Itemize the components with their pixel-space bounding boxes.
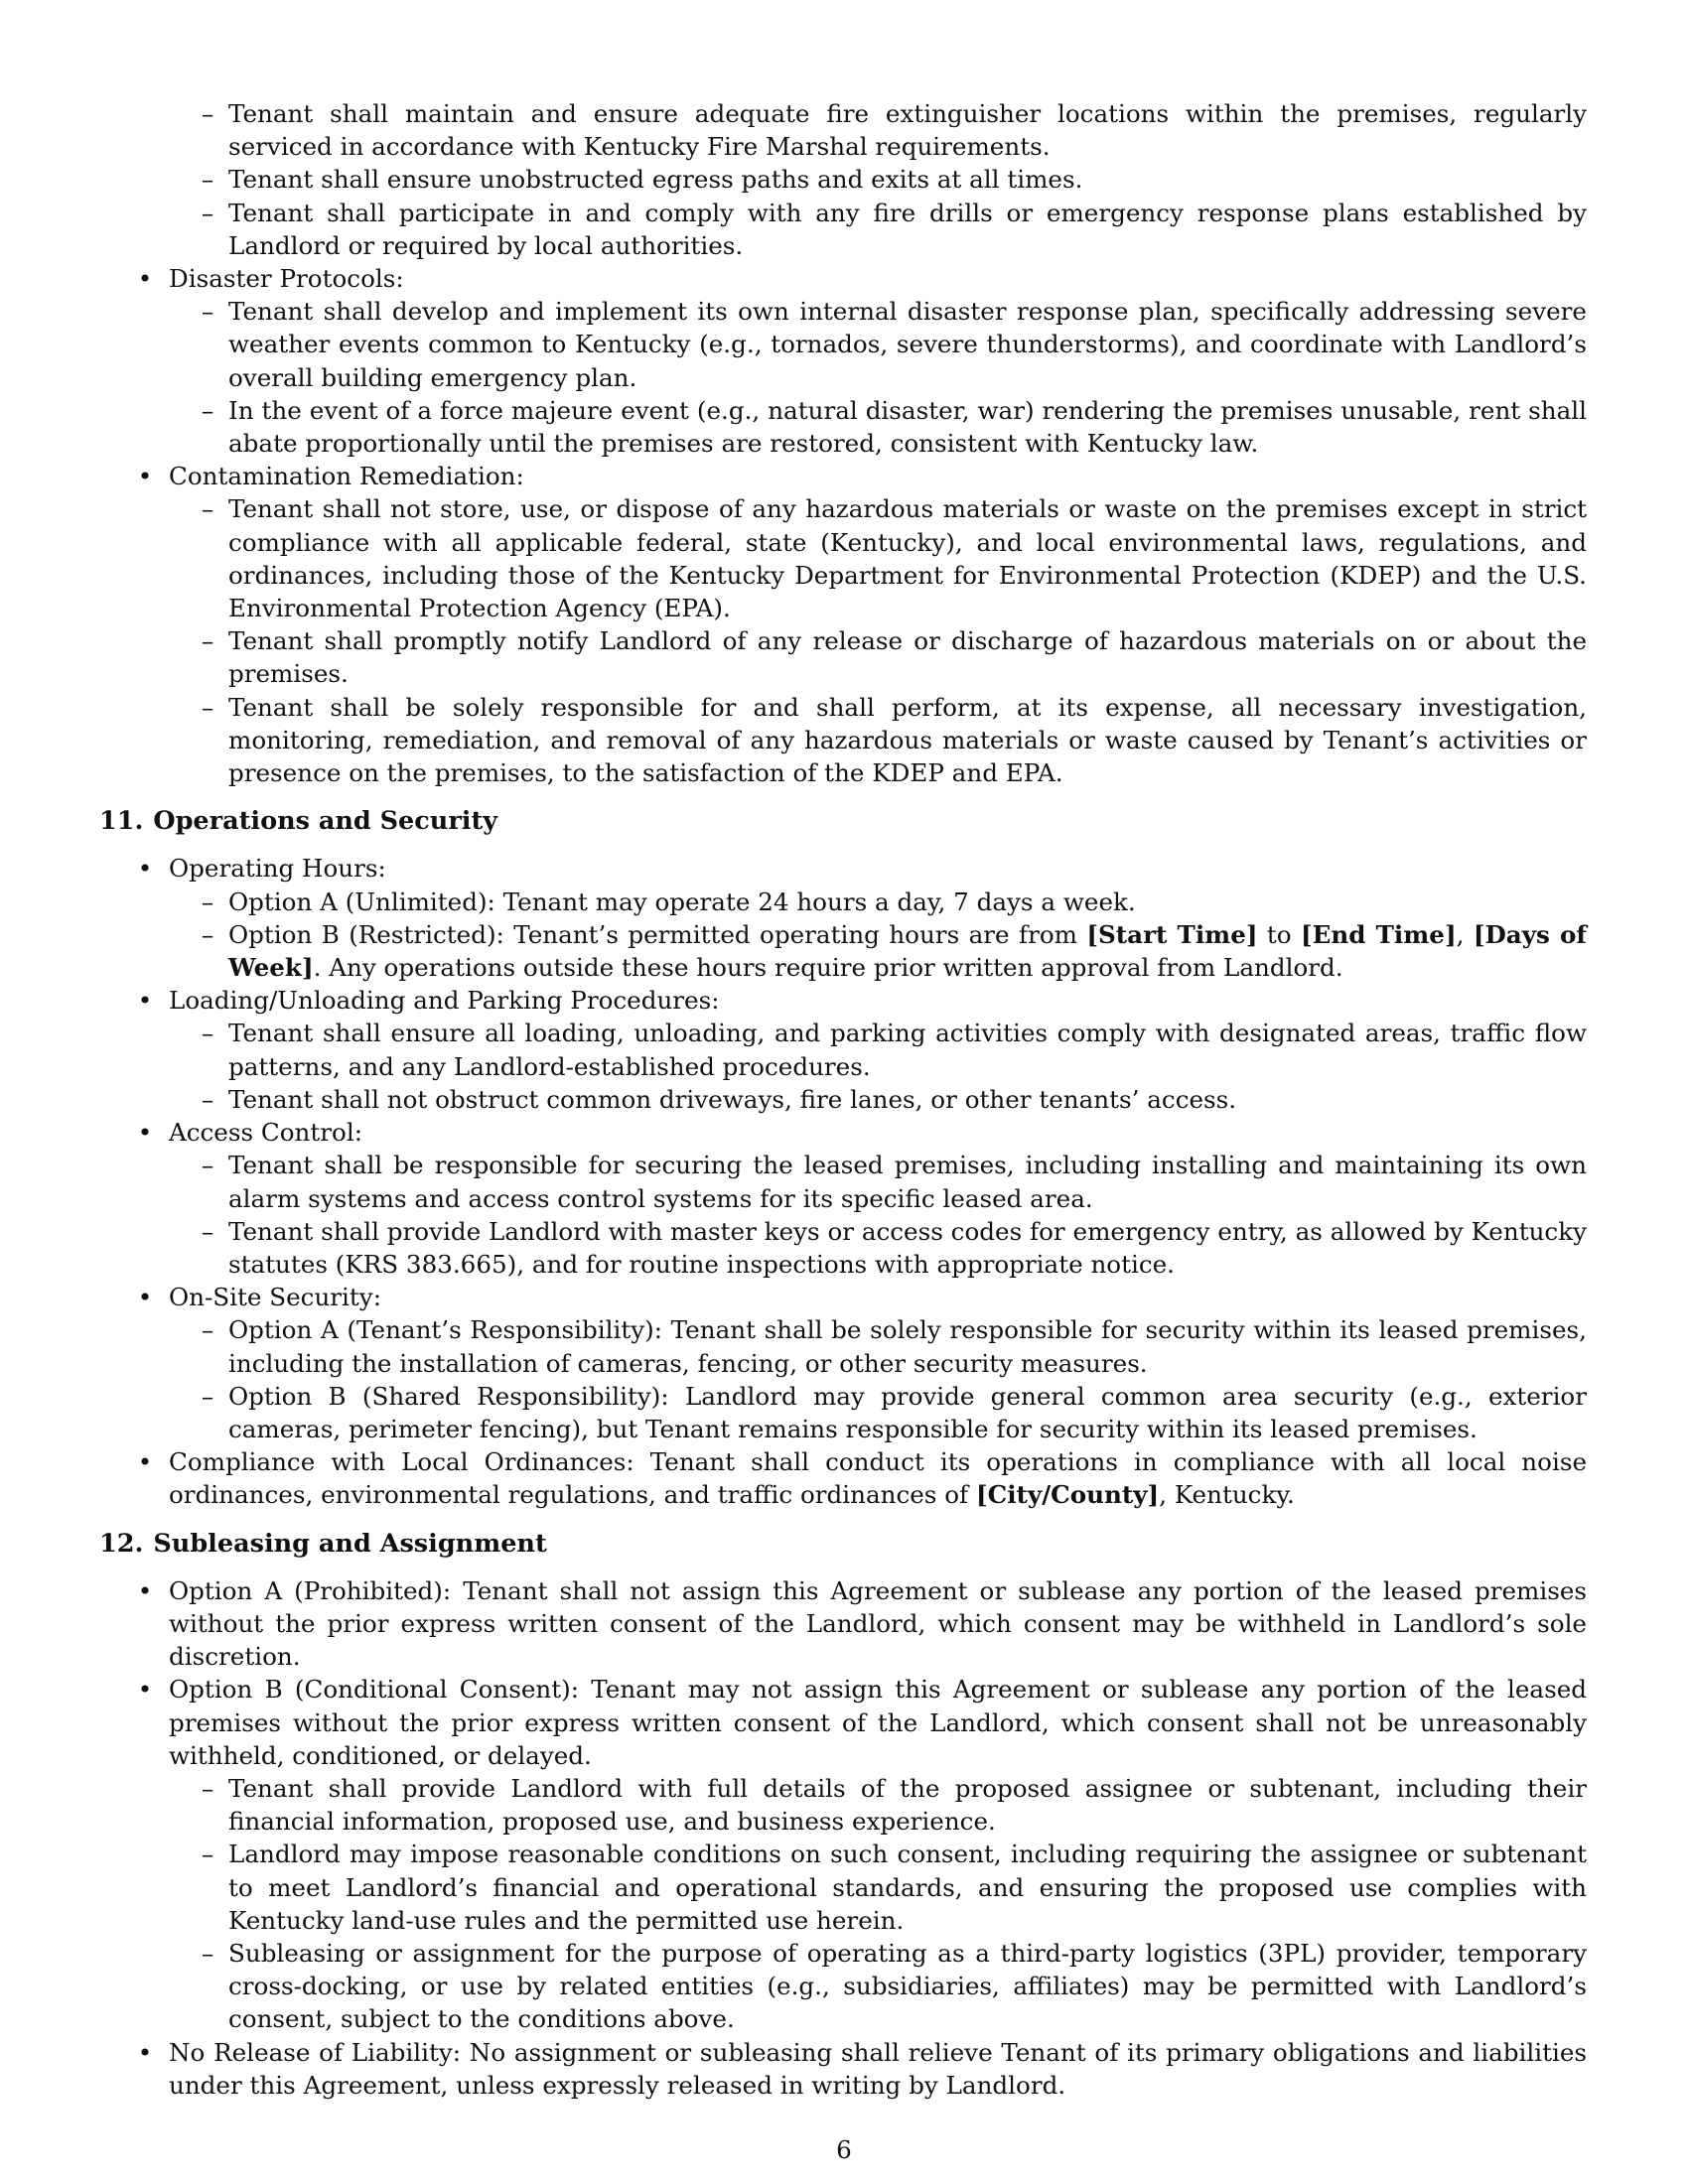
option-b-conditional-item: • Option B (Conditional Consent): Tenant may not assign this Agreement or sublease any portion of the leased premises without the prior express written consent of the Landlord, which consent shall not be unreasonably withheld, conditioned, or delayed. – Tenant shall provide Landlord with full details of the proposed assignee or subtenant, including their financial information, proposed use, and business experience. – Landlord may impose reasonable conditions on such consent, including requiring the assignee or subtenant to meet Landlord’s financial and operational standards, and ensuring the proposed use complies with Kentucky land-use rules and the permitted use herein. – Subleasing or assignment for the purpose of operating as a third-party logistics (3PL) provider, temporary cross-docking, or use by related entities (e.g., subsidiaries, affiliates) may be permitted with Landlord’s consent, subject to the conditions above. (99, 1673, 1587, 2035)
list-item: – Tenant shall develop and implement its own internal disaster response plan, specifically addressing severe weather events common to Kentucky (e.g., tornados, severe thunderstorms), and coordinate with Landlord’s overall building emergency plan. (201, 297, 1587, 392)
list-item: – Tenant shall ensure unobstructed egress paths and exits at all times. (201, 165, 1083, 195)
list-item: – Tenant shall not obstruct common driveways, fire lanes, or other tenants’ access. (201, 1084, 1237, 1114)
on-site-security-item: • On-Site Security: – Option A (Tenant’s Responsibility): Tenant shall be solely responsible for security within its leased premises, including the installation of cameras, fencing, or other security measures. – Option B (Shared Responsibility): Landlord may provide general common area security (e.g., exterior cameras, perimeter fencing), but Tenant remains responsible for security within its leased premises. (99, 1281, 1587, 1445)
contamination-remediation-item: • Contamination Remediation: – Tenant shall not store, use, or dispose of any hazardous materials or waste on the premises except in strict compliance with all applicable federal, state (Kentucky), and local environmental laws, regulations, and ordinances, including those of the Kentucky Department for Environmental Protection (KDEP) and the U.S. Environmental Protection Agency (EPA). – Tenant shall promptly notify Landlord of any release or discharge of hazardous materials on or about the premises. – Tenant shall be solely responsible for and shall perform, at its expense, all necessary investigation, monitoring, remediation, and removal of any hazardous materials or waste caused by Tenant’s activities or presence on the premises, to the satisfaction of the KDEP and EPA. (99, 460, 1587, 789)
list-item: – Tenant shall provide Landlord with master keys or access codes for emergency entry, as allowed by Kentucky statutes (KRS 383.665), and for routine inspections with appropriate notice. (201, 1216, 1587, 1279)
city-county-placeholder: [City/County] (975, 1480, 1160, 1510)
section-heading-11: 11. Operations and Security (99, 806, 498, 837)
list-item: – Option B (Shared Responsibility): Landlord may provide general common area security (e.g., exterior cameras, perimeter fencing), but Tenant remains responsible for security within its leased premises. (201, 1381, 1587, 1443)
access-control-item: • Access Control: – Tenant shall be responsible for securing the leased premises, including installing and maintaining its own alarm systems and access control systems for its specific leased area. – Tenant shall provide Landlord with master keys or access codes for emergency entry, as allowed by Kentucky statutes (KRS 383.665), and for routine inspections with appropriate notice. (99, 1116, 1587, 1281)
no-release-item: • No Release of Liability: No assignment or subleasing shall relieve Tenant of its primary obligations and liabilities under this Agreement, unless expressly released in writing by Landlord. (137, 2037, 1587, 2100)
section11-list (99, 852, 1587, 1511)
section10-continued-list (99, 262, 1587, 789)
end-time-placeholder: [End Time] (1301, 919, 1457, 949)
operating-hours-item: • Operating Hours: – Option A (Unlimited): Tenant may operate 24 hours a day, 7 days a week. – Option B (Restricted): Tenant’s permitted operating hours are from [Start Time] to [End Time], [Days of Week]. Any operations outside these hours require prior written approval from Landlord. (99, 852, 1587, 984)
start-time-placeholder: [Start Time] (1086, 919, 1258, 949)
days-of-week-placeholder: [Days of Week] (228, 919, 1587, 983)
option-a-prohibited-item: • Option A (Prohibited): Tenant shall not assign this Agreement or sublease any portion of the leased premises without the prior express written consent of the Landlord, which consent may be withheld in Landlord’s sole discretion. (137, 1575, 1587, 1672)
page-number: 6 (836, 2134, 852, 2164)
list-item: – Subleasing or assignment for the purpose of operating as a third-party logistics (3PL) provider, temporary cross-docking, or use by related entities (e.g., subsidiaries, affiliates) may be permitted with Landlord’s consent, subject to the conditions above. (201, 1938, 1587, 2034)
list-item: – Tenant shall participate in and comply with any fire drills or emergency response plans established by Landlord or required by local authorities. (201, 198, 1587, 260)
list-item: – Tenant shall be solely responsible for and shall perform, at its expense, all necessary investigation, monitoring, remediation, and removal of any hazardous materials or waste caused by Tenant’s activities or presence on the premises, to the satisfaction of the KDEP and EPA. (201, 692, 1587, 788)
list-item: – Option B (Restricted): Tenant’s permitted operating hours are from [Start Time] to [End Time], [Days of Week]. Any operations outside these hours require prior written approval from Landlord. (201, 919, 1587, 983)
list-item: – Tenant shall ensure all loading, unloading, and parking activities comply with designated areas, traffic flow patterns, and any Landlord-established procedures. (201, 1019, 1587, 1081)
section-heading-12: 12. Subleasing and Assignment (99, 1528, 547, 1559)
fire-safety-list (99, 97, 1587, 262)
list-item: – Tenant shall be responsible for securing the leased premises, including installing and maintaining its own alarm systems and access control systems for its specific leased area. (201, 1151, 1587, 1213)
list-item: – Option A (Unlimited): Tenant may operate 24 hours a day, 7 days a week. (201, 887, 1136, 916)
disaster-protocols-item: • Disaster Protocols: – Tenant shall develop and implement its own internal disaster response plan, specifically addressing severe weather events common to Kentucky (e.g., tornados, severe thunderstorms), and coordinate with Landlord’s overall building emergency plan. – In the event of a force majeure event (e.g., natural disaster, war) rendering the premises unusable, rent shall abate proportionally until the premises are restored, consistent with Kentucky law. (99, 262, 1587, 460)
loading-parking-item: • Loading/Unloading and Parking Procedures: – Tenant shall ensure all loading, unloading, and parking activities comply with designated areas, traffic flow patterns, and any Landlord-established procedures. – Tenant shall not obstruct common driveways, fire lanes, or other tenants’ access. (99, 984, 1587, 1116)
list-item: – In the event of a force majeure event (e.g., natural disaster, war) rendering the premises unusable, rent shall abate proportionally until the premises are restored, consistent with Kentucky law. (201, 395, 1587, 459)
section12-list (99, 1574, 1587, 2102)
list-item: – Tenant shall promptly notify Landlord of any release or discharge of hazardous materials on or about the premises. (201, 626, 1587, 689)
local-ordinances-item: • Compliance with Local Ordinances: Tenant shall conduct its operations in compliance with all local noise ordinances, environmental regulations, and traffic ordinances of [City/County], Kentucky. (137, 1447, 1587, 1510)
list-item: – Option A (Tenant’s Responsibility): Tenant shall be solely responsible for security within its leased premises, including the installation of cameras, fencing, or other security measures. (201, 1315, 1587, 1378)
list-item: – Tenant shall provide Landlord with full details of the proposed assignee or subtenant, including their financial information, proposed use, and business experience. (201, 1773, 1587, 1837)
list-item: – Tenant shall not store, use, or dispose of any hazardous materials or waste on the premises except in strict compliance with all applicable federal, state (Kentucky), and local environmental laws, regulations, and ordinances, including those of the Kentucky Department for Environmental Protection (KDEP) and the U.S. Environmental Protection Agency (EPA). (201, 494, 1587, 623)
list-item: – Tenant shall maintain and ensure adequate fire extinguisher locations within the premises, regularly serviced in accordance with Kentucky Fire Marshal requirements. (201, 99, 1587, 162)
list-item: – Landlord may impose reasonable conditions on such consent, including requiring the assignee or subtenant to meet Landlord’s financial and operational standards, and ensuring the proposed use complies with Kentucky land-use rules and the permitted use herein. (201, 1840, 1587, 1935)
